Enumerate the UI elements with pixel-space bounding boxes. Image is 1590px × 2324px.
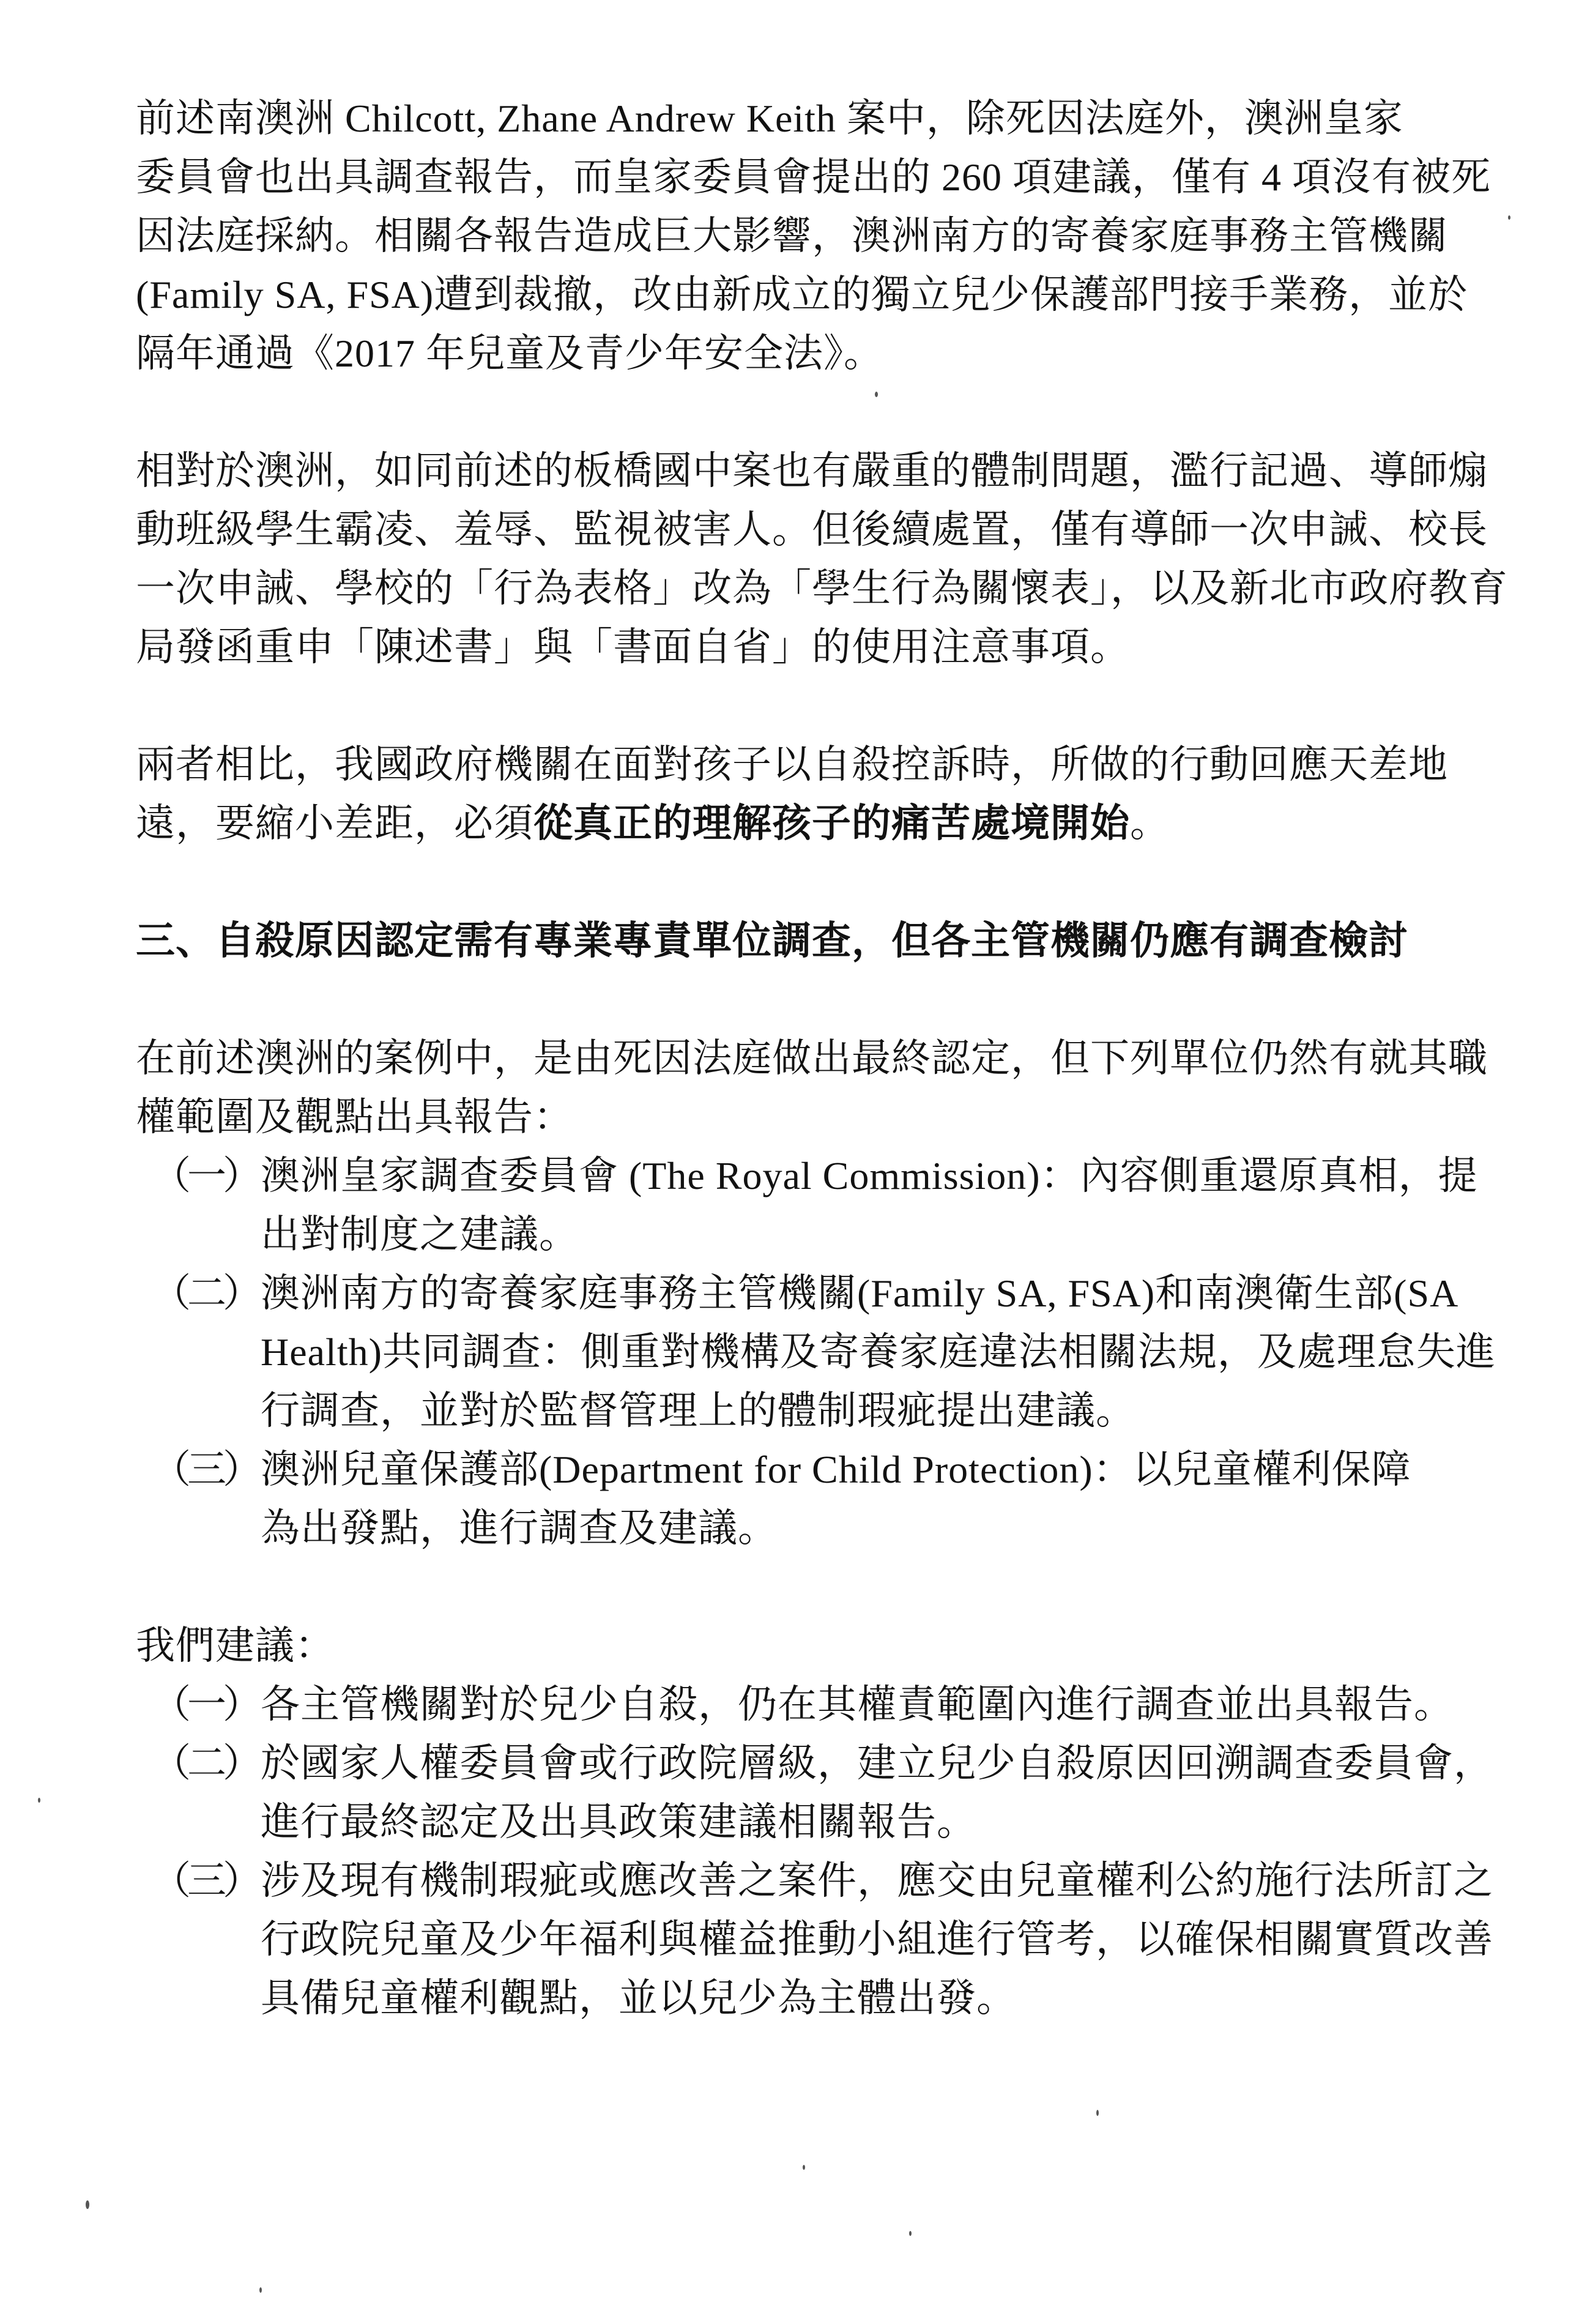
scan-speck [259,2287,262,2293]
list-item-body [261,1675,1506,1734]
paragraph-australia-case [136,89,1506,383]
list-item [152,1852,1506,2028]
text-line: 委員會也出具調查報告，而皇家委員會提出的 260 項建議，僅有 4 項沒有被死 [136,155,1491,199]
text-line: Health)共同調查：側重對機構及寄養家庭違法相關法規，及處理怠失進 [261,1330,1496,1374]
recommendations-label: 我們建議： [136,1624,335,1667]
paragraph-recommendations-label [136,1617,1506,1675]
list-item-marker: （二） [152,1741,258,1785]
list-item-body [261,1264,1506,1440]
scan-speck [875,392,878,397]
list-item [152,1264,1506,1440]
text-line: 在前述澳洲的案例中，是由死因法庭做出最終認定，但下列單位仍然有就其職 [136,1037,1488,1080]
text-line: (Family SA, FSA)遭到裁撤，改由新成立的獨立兒少保護部門接手業務，並於 [136,273,1468,316]
list-item-marker: （二） [152,1272,258,1315]
list-item-body [261,1852,1506,2028]
text-line: 為出發點，進行調查及建議。 [261,1507,778,1550]
list-item [152,1675,1506,1734]
text-line [136,794,1506,853]
text-line: 於國家人權委員會或行政院層級，建立兒少自殺原因回溯調查委員會， [261,1741,1493,1785]
list-item-body [261,1440,1506,1558]
text-line: 因法庭採納。相關各報告造成巨大影響，澳洲南方的寄養家庭事務主管機關 [136,214,1448,258]
scan-speck [86,2200,89,2209]
recommendation-list [136,1675,1506,2028]
paragraph-conclusion [136,736,1506,853]
section-heading [136,912,1506,970]
list-item-body [261,1734,1506,1852]
text-line: 前述南澳洲 Chilcott, Zhane Andrew Keith 案中，除死因法庭外，澳洲皇家 [136,97,1403,140]
text-line: 各主管機關對於兒少自殺，仍在其權責範圍內進行調查並出具報告。 [261,1683,1454,1726]
scan-speck [803,2165,805,2170]
list-item-marker: （三） [152,1448,258,1491]
text-line: 隔年通過《2017 年兒童及青少年安全法》。 [136,332,883,375]
text-line: 局發函重申「陳述書」與「書面自省」的使用注意事項。 [136,625,1130,669]
scan-speck [1096,2110,1099,2116]
text-line: 權範圍及觀點出具報告： [136,1095,573,1139]
text-line: 進行最終認定及出具政策建議相關報告。 [261,1800,976,1844]
scan-speck [38,1798,40,1803]
list-item [152,1147,1506,1264]
text-line: 澳洲南方的寄養家庭事務主管機關(Family SA, FSA)和南澳衛生部(SA [261,1272,1459,1315]
list-item-marker: （一） [152,1683,258,1726]
text-line: 動班級學生霸凌、羞辱、監視被害人。但後續處置，僅有導師一次申誡、校長 [136,508,1488,551]
text-segment: 。 [1130,802,1170,845]
text-line: 兩者相比，我國政府機關在面對孩子以自殺控訴時，所做的行動回應天差地 [136,743,1448,786]
scan-speck [1508,215,1510,220]
list-item-marker: （一） [152,1154,258,1197]
list-item [152,1440,1506,1558]
section-heading-text: 三、自殺原因認定需有專業專責單位調查，但各主管機關仍應有調查檢討 [136,919,1408,963]
text-line: 一次申誡、學校的「行為表格」改為「學生行為關懷表」，以及新北市政府教育 [136,567,1508,610]
text-line: 行政院兒童及少年福利與權益推動小組進行管考，以確保相關實質改善 [261,1918,1493,1961]
list-item [152,1734,1506,1852]
list-item-marker: （三） [152,1859,258,1902]
text-line: 涉及現有機制瑕疵或應改善之案件，應交由兒童權利公約施行法所訂之 [261,1859,1493,1902]
scan-speck [909,2231,912,2236]
paragraph-agencies-intro [136,1029,1506,1147]
text-line: 行調查，並對於監督管理上的體制瑕疵提出建議。 [261,1389,1135,1432]
document-body [136,89,1506,2028]
paragraph-banqiao-comparison [136,442,1506,677]
text-line: 澳洲皇家調查委員會 (The Royal Commission)：內容側重還原真相，提 [261,1154,1478,1197]
agency-report-list [136,1147,1506,1558]
text-segment: 遠，要縮小差距，必須 [136,802,533,845]
text-line: 具備兒童權利觀點，並以兒少為主體出發。 [261,1976,1016,2020]
text-line: 出對制度之建議。 [261,1213,579,1256]
text-line: 澳洲兒童保護部(Department for Child Protection)：以兒童權利保障 [261,1448,1411,1491]
emphasized-text: 從真正的理解孩子的痛苦處境開始 [533,802,1130,845]
text-line: 相對於澳洲，如同前述的板橋國中案也有嚴重的體制問題，濫行記過、導師煽 [136,449,1488,493]
list-item-body [261,1147,1506,1264]
